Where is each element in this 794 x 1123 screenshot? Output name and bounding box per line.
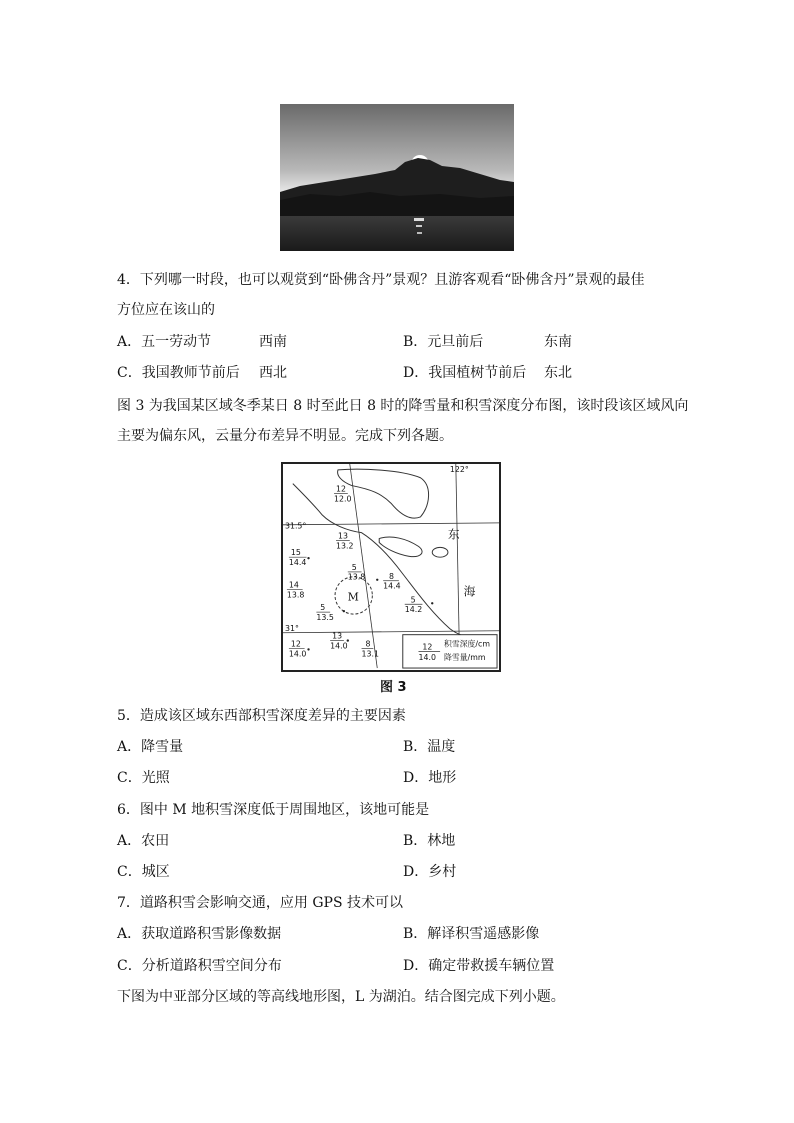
- station-2-snowfall: 13.2: [336, 541, 354, 551]
- station-1-depth: 12: [336, 484, 347, 494]
- legend-snow-depth: 积雪深度/cm: [444, 639, 491, 649]
- q4-option-b-direction: 东南: [544, 334, 572, 350]
- q4-option-d: D．我国植树节前后: [403, 365, 527, 381]
- q7-option-d: D．确定带救援车辆位置: [403, 958, 555, 974]
- station-2-depth: 13: [337, 531, 348, 541]
- latitude-31-5: 31.5°: [284, 521, 307, 531]
- point-m-label: M: [347, 590, 359, 604]
- legend-snowfall: 降雪量/mm: [444, 653, 486, 663]
- station-5-depth: 8: [389, 571, 395, 581]
- legend-sample-bottom: 14.0: [418, 653, 436, 663]
- q7-stem: 7．道路积雪会影响交通，应用 GPS 技术可以: [117, 895, 404, 911]
- q5-option-d: D．地形: [403, 770, 457, 786]
- station-8-snowfall: 13.5: [316, 612, 334, 622]
- q4-stem-line2: 方位应在该山的: [117, 302, 215, 318]
- intro-fig3-line1: 图 3 为我国某区域冬季某日 8 时至此日 8 时的降雪量和积雪深度分布图，该时段该区域风向: [117, 398, 689, 414]
- q4-option-c: C．我国教师节前后: [117, 365, 240, 381]
- label-east: 东: [447, 527, 460, 542]
- q4-option-c-direction: 西北: [259, 365, 287, 381]
- q5-option-c: C．光照: [117, 770, 170, 786]
- longitude-122: 122°: [449, 464, 469, 474]
- station-10-snowfall: 14.0: [330, 641, 348, 651]
- station-1-snowfall: 12.0: [334, 494, 352, 504]
- q4-option-a: A．五一劳动节: [117, 334, 212, 350]
- station-5-snowfall: 14.4: [383, 581, 401, 591]
- sunset-mountain-photo: [280, 104, 514, 251]
- q7-option-a: A．获取道路积雪影像数据: [117, 926, 282, 942]
- station-6-snowfall: 13.8: [286, 590, 305, 600]
- q4-option-d-direction: 东北: [544, 365, 572, 381]
- station-8-depth: 5: [320, 603, 326, 613]
- station-9-snowfall: 14.0: [288, 649, 307, 659]
- q4-option-b: B．元旦前后: [403, 334, 484, 350]
- q7-option-c: C．分析道路积雪空间分布: [117, 958, 282, 974]
- label-sea: 海: [463, 584, 476, 599]
- q5-option-a: A．降雪量: [117, 739, 184, 755]
- station-11-depth: 8: [365, 639, 371, 649]
- figure3-caption: 图 3: [380, 680, 407, 695]
- station-11-snowfall: 13.1: [361, 649, 380, 659]
- intro-contour-map: 下图为中亚部分区域的等高线地形图，L 为湖泊。结合图完成下列小题。: [117, 989, 565, 1005]
- figure3-snow-map: [281, 462, 501, 672]
- station-9-depth: 12: [290, 639, 301, 649]
- station-7-depth: 5: [410, 595, 416, 605]
- legend-sample-top: 12: [422, 642, 433, 652]
- station-10-depth: 13: [332, 631, 343, 641]
- intro-fig3-line2: 主要为偏东风，云量分布差异不明显。完成下列各题。: [117, 428, 453, 444]
- station-4-depth: 5: [351, 562, 357, 572]
- q6-option-d: D．乡村: [403, 864, 457, 880]
- q5-option-b: B．温度: [403, 739, 456, 755]
- q4-stem-line1: 4．下列哪一时段，也可以观赏到“卧佛含丹”景观？且游客观看“卧佛含丹”景观的最佳: [117, 272, 645, 288]
- station-7-snowfall: 14.2: [404, 605, 423, 615]
- station-4-snowfall: 13.8: [347, 572, 366, 582]
- latitude-31: 31°: [284, 623, 299, 633]
- q4-option-a-direction: 西南: [259, 334, 287, 350]
- q6-option-a: A．农田: [117, 833, 170, 849]
- q5-stem: 5．造成该区域东西部积雪深度差异的主要因素: [117, 708, 406, 724]
- q6-option-b: B．林地: [403, 833, 456, 849]
- q7-option-b: B．解译积雪遥感影像: [403, 926, 540, 942]
- station-3-snowfall: 14.4: [288, 558, 307, 568]
- q6-stem: 6．图中 M 地积雪深度低于周围地区，该地可能是: [117, 802, 430, 818]
- station-3-depth: 15: [290, 548, 301, 558]
- station-6-depth: 14: [288, 580, 299, 590]
- q6-option-c: C．城区: [117, 864, 170, 880]
